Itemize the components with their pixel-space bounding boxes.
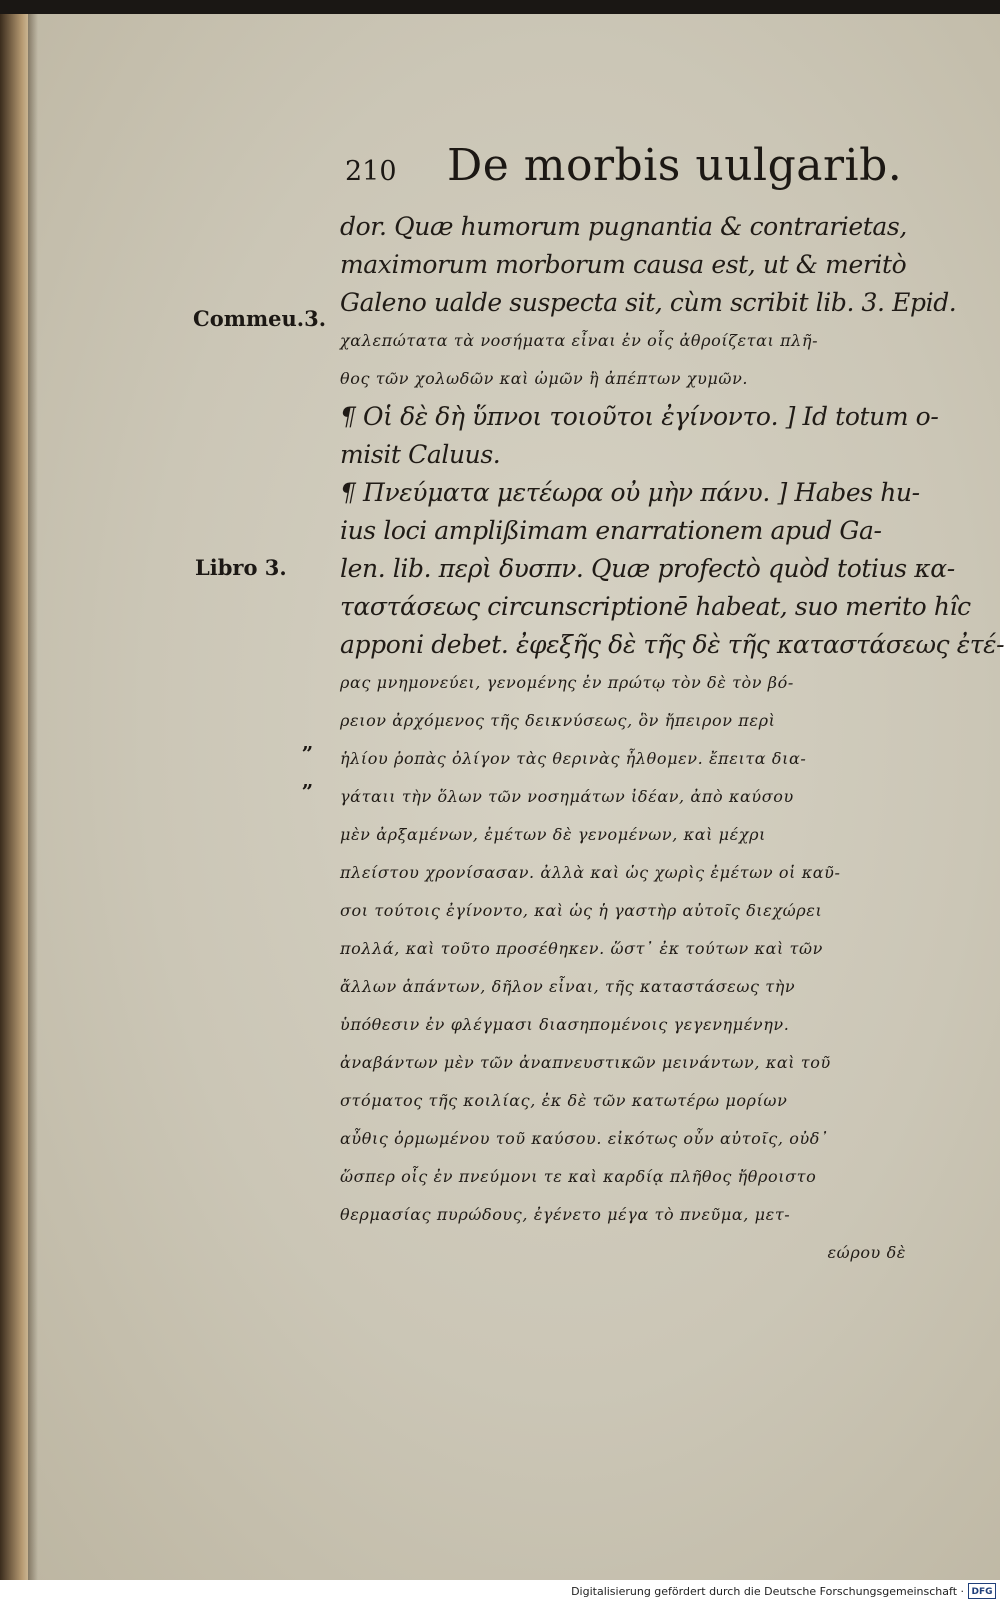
text-line: ¶ Πνεύματα μετέωρα οὐ μὴν πάνυ. ] Habes hu- <box>340 478 920 507</box>
text-line: len. lib. περὶ δυσπν. Quæ profectò quòd totius κα- <box>340 554 955 583</box>
text-line: dor. Quæ humorum pugnantia & contrarietas, <box>340 212 907 241</box>
text-line: ὑπόθεσιν ἐν φλέγμασι διασηπομένοις γεγενημένην. <box>340 1015 790 1034</box>
text-line: ἄλλων ἁπάντων, δῆλον εἶναι, τῆς καταστάσεως τὴν <box>340 977 796 996</box>
running-title: De morbis uulgarib. <box>447 140 903 191</box>
text-line: πολλά, καὶ τοῦτο προσέθηκεν. ὥστ᾽ ἐκ τούτων καὶ τῶν <box>340 939 823 958</box>
text-line: maximorum morborum causa est, ut & meritò <box>340 250 907 279</box>
text-line: ταστάσεως circunscriptionē habeat, suo merito hîc <box>340 592 971 621</box>
text-line: χαλεπώτατα τὰ νοσήματα εἶναι ἐν οἷς ἀθροίζεται πλῆ- <box>340 331 819 350</box>
text-line: στόματος τῆς κοιλίας, ἐκ δὲ τῶν κατωτέρω μορίων <box>340 1091 788 1110</box>
catchword: εώρου δὲ <box>827 1243 906 1262</box>
dfg-logo-icon: DFG <box>968 1583 996 1599</box>
text-line: ρας μνημονεύει, γενομένης ἐν πρώτῳ τὸν δὲ τὸν βό- <box>340 673 794 692</box>
text-line: ius loci amplißimam enarrationem apud Ga- <box>340 516 882 545</box>
text-line: apponi debet. ἐφεξῆς δὲ τῆς δὲ τῆς καταστάσεως ἐτέ- <box>340 630 1004 659</box>
text-line: Galeno ualde suspecta sit, cùm scribit lib. 3. Epid. <box>340 288 957 317</box>
text-line: μὲν ἀρξαμένων, ἐμέτων δὲ γενομένων, καὶ μέχρι <box>340 825 767 844</box>
quote-mark: „ <box>302 730 314 754</box>
margin-note-book: Libro 3. <box>195 555 287 580</box>
text-line: ρειον ἀρχόμενος τῆς δεικνύσεως, ὃν ἤπειρον περὶ <box>340 711 776 730</box>
text-line: misit Caluus. <box>340 440 501 469</box>
text-line: ἡλίου ῥοπὰς ὀλίγον τὰς θερινὰς ἦλθομεν. ἔπειτα δια- <box>340 749 807 768</box>
text-line: ¶ Οἱ δὲ δὴ ὕπνοι τοιοῦτοι ἐγίνοντο. ] Id totum o- <box>340 402 939 431</box>
page-gutter-shadow <box>28 14 38 1580</box>
body-text <box>340 208 1004 1272</box>
funding-credit: Digitalisierung gefördert durch die Deutsche Forschungsgemeinschaft · <box>571 1585 964 1598</box>
text-line: θος τῶν χολωδῶν καὶ ὠμῶν ἢ ἀπέπτων χυμῶν. <box>340 369 749 388</box>
text-line: θερμασίας πυρώδους, ἐγένετο μέγα τὸ πνεῦμα, μετ- <box>340 1205 791 1224</box>
quote-mark: „ <box>302 768 314 792</box>
text-line: ὥσπερ οἷς ἐν πνεύμονι τε καὶ καρδίᾳ πλῆθος ἤθροιστο <box>340 1167 817 1186</box>
footer-bar <box>0 1580 1000 1605</box>
text-line: σοι τούτοις ἐγίνοντο, καὶ ὡς ἡ γαστὴρ αὐτοῖς διεχώρει <box>340 901 823 920</box>
text-line: αὖθις ὁρμωμένου τοῦ καύσου. εἰκότως οὖν αὐτοῖς, οὐδ᾽ <box>340 1129 829 1148</box>
running-head <box>345 140 903 200</box>
margin-note-commentary: Commeu.3. <box>193 306 327 331</box>
text-line: γάταιι τὴν ὅλων τῶν νοσημάτων ἰδέαν, ἀπὸ καύσου <box>340 787 794 806</box>
page-number: 210 <box>345 156 397 187</box>
text-line: πλείστου χρονίσασαν. ἀλλὰ καὶ ὡς χωρὶς ἐμέτων οἱ καῦ- <box>340 863 841 882</box>
text-line: ἀναβάντων μὲν τῶν ἀναπνευστικῶν μεινάντων, καὶ τοῦ <box>340 1053 831 1072</box>
